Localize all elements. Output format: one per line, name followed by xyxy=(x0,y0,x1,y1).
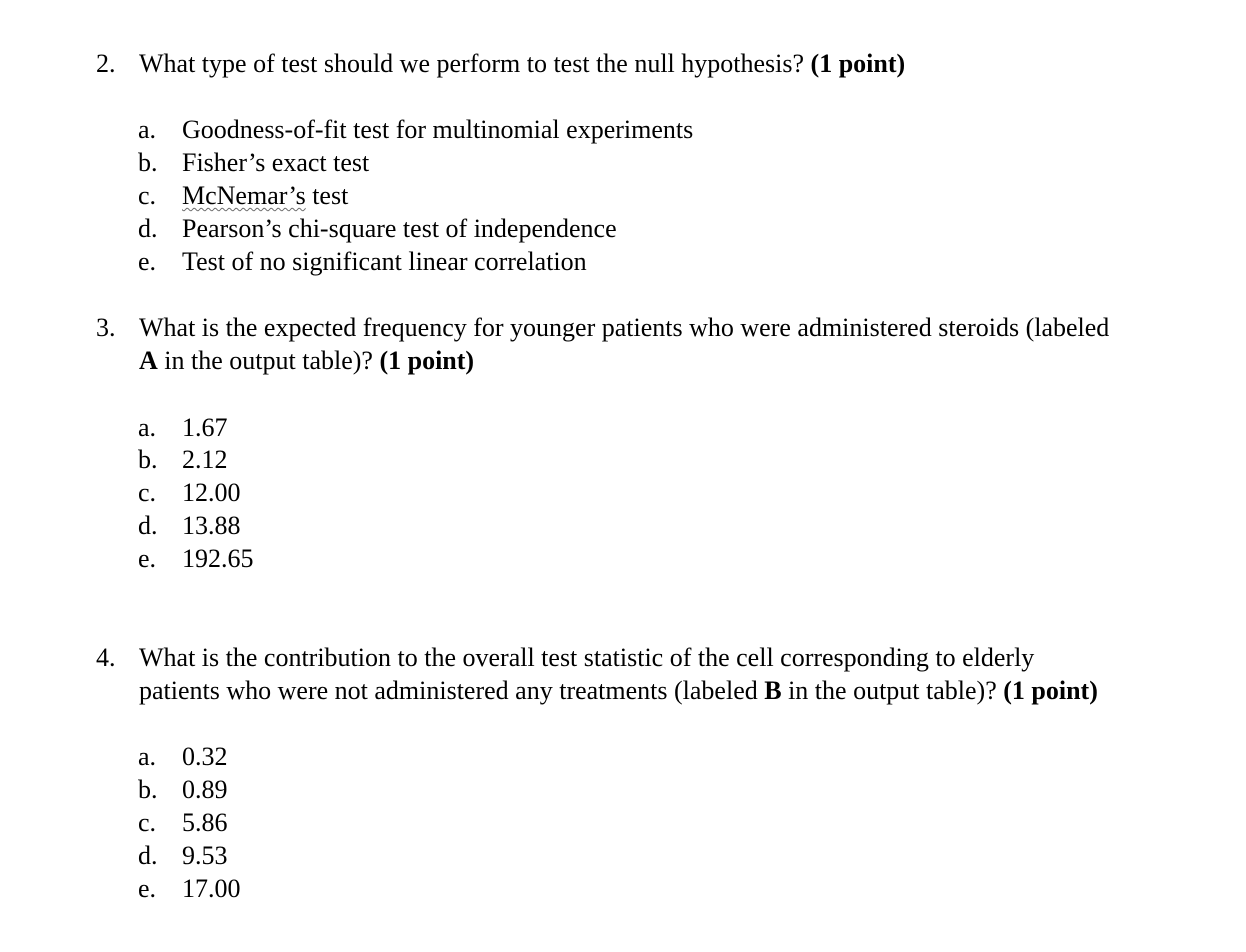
question-text-line1: What is the expected frequency for younger patients who were administered steroids (labeled xyxy=(139,313,1110,342)
option-letter: a. xyxy=(138,115,157,144)
option-text: Test of no significant linear correlation xyxy=(182,247,587,276)
option-letter: a. xyxy=(138,742,157,771)
option-letter: e. xyxy=(138,874,157,903)
option-letter: e. xyxy=(138,544,157,573)
option-letter: a. xyxy=(138,413,157,442)
cell-label: A xyxy=(139,346,158,375)
question-text-line2 xyxy=(139,674,1098,707)
option-letter: b. xyxy=(138,148,158,177)
question-text-line2 xyxy=(139,344,474,377)
option-text: 1.67 xyxy=(182,413,228,442)
question-number: 2. xyxy=(96,49,116,78)
question-text-line2-pre: patients who were not administered any treatments (labeled xyxy=(139,676,765,705)
question-number: 4. xyxy=(96,643,116,672)
question-text-line1: What type of test should we perform to test the null hypothesis? xyxy=(139,49,805,78)
option-text: 13.88 xyxy=(182,511,241,540)
option-text: 192.65 xyxy=(182,544,254,573)
question-text-line2-rest: in the output table)? xyxy=(781,676,1004,705)
question-number: 3. xyxy=(96,313,116,342)
question-text-line1: What is the contribution to the overall test statistic of the cell corresponding to elderly xyxy=(139,643,1035,672)
option-letter: c. xyxy=(138,181,157,210)
option-text: 5.86 xyxy=(182,808,228,837)
option-text: 12.00 xyxy=(182,478,241,507)
spellcheck-underlined-word: McNemar’s xyxy=(182,181,306,210)
option-letter: b. xyxy=(138,445,158,474)
question-points: (1 point) xyxy=(379,346,475,375)
option-letter: c. xyxy=(138,478,157,507)
option-text: 2.12 xyxy=(182,445,228,474)
cell-label: B xyxy=(764,676,782,705)
option-letter: d. xyxy=(138,511,158,540)
option-text: Pearson’s chi-square test of independence xyxy=(182,214,617,243)
question-points: (1 point) xyxy=(810,49,906,78)
option-text: 9.53 xyxy=(182,841,228,870)
option-text: Fisher’s exact test xyxy=(182,148,370,177)
option-letter: d. xyxy=(138,841,158,870)
question-text-line2-rest: in the output table)? xyxy=(157,346,380,375)
question-text xyxy=(139,47,905,80)
option-letter: b. xyxy=(138,775,158,804)
option-text xyxy=(182,179,348,212)
question-points: (1 point) xyxy=(1003,676,1098,705)
option-text: 0.32 xyxy=(182,742,228,771)
option-text: Goodness-of-fit test for multinomial experiments xyxy=(182,115,694,144)
option-letter: d. xyxy=(138,214,158,243)
option-letter: e. xyxy=(138,247,157,276)
option-letter: c. xyxy=(138,808,157,837)
option-text: 0.89 xyxy=(182,775,228,804)
option-text-rest: test xyxy=(305,181,349,210)
option-text: 17.00 xyxy=(182,874,241,903)
